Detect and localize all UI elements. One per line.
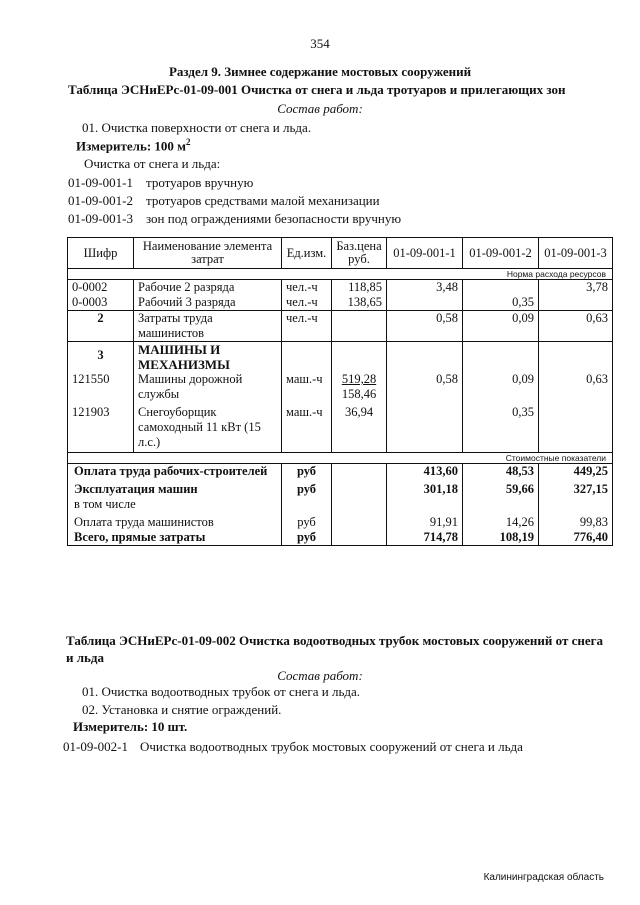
cost-unit	[282, 497, 332, 512]
cell-v2	[463, 342, 539, 373]
cell-unit: чел.-ч	[282, 295, 332, 311]
cell-v1	[387, 295, 463, 311]
cost-v1: 91,91	[387, 512, 463, 530]
cell-v3	[539, 342, 613, 373]
item-description: тротуаров средствами малой механизации	[146, 193, 380, 208]
cost-v2: 48,53	[463, 464, 539, 480]
cell-v1	[387, 342, 463, 373]
cell-code: 121903	[68, 402, 134, 453]
meter-label: Измеритель: 100 м	[76, 138, 187, 154]
item-description: тротуаров вручную	[146, 175, 254, 190]
cost-name: в том числе	[68, 497, 282, 512]
cell-v2: 0,35	[463, 295, 539, 311]
cell-v3	[539, 402, 613, 453]
cell-v2: 0,35	[463, 402, 539, 453]
cost-row	[68, 512, 613, 530]
cell-name: Затраты труда машинистов	[134, 311, 282, 342]
cell-v1: 3,48	[387, 280, 463, 296]
band-cost: Стоимостные показатели	[68, 453, 613, 464]
cost-v3	[539, 497, 613, 512]
cost-price	[332, 530, 387, 546]
item-description: Очистка водоотводных трубок мостовых сооружений от снега и льда	[140, 739, 523, 754]
table-row	[68, 372, 613, 402]
item-description: зон под ограждениями безопасности вручную	[146, 211, 402, 226]
cell-v3: 0,63	[539, 311, 613, 342]
header-code: Шифр	[68, 238, 134, 269]
cell-v2	[463, 280, 539, 296]
cell-price: 36,94	[332, 402, 387, 453]
cost-v1: 714,78	[387, 530, 463, 546]
cost-row	[68, 530, 613, 546]
table-row	[68, 311, 613, 342]
section-title: Раздел 9. Зимнее содержание мостовых сооружений	[168, 64, 472, 79]
cell-v3: 0,63	[539, 372, 613, 402]
cost-v1	[387, 497, 463, 512]
cost-v3: 776,40	[539, 530, 613, 546]
band-norm: Норма расхода ресурсов	[68, 269, 613, 280]
cell-v3: 3,78	[539, 280, 613, 296]
cell-unit: маш.-ч	[282, 372, 332, 402]
cell-v3	[539, 295, 613, 311]
item-code: 01-09-001-3	[68, 211, 133, 226]
item-code: 01-09-002-1	[63, 739, 128, 754]
table2-meter: Измеритель: 10 шт.	[73, 719, 188, 734]
cost-unit: руб	[282, 512, 332, 530]
table-row	[68, 342, 613, 373]
cost-unit: руб	[282, 530, 332, 546]
band-row	[68, 269, 613, 280]
cell-name: Рабочий 3 разряда	[134, 295, 282, 311]
cell-code: 2	[68, 311, 134, 342]
cell-name: Снегоуборщик самоходный 11 кВт (15 л.с.)	[134, 402, 282, 453]
cell-unit: чел.-ч	[282, 311, 332, 342]
cost-v3: 327,15	[539, 479, 613, 497]
price-second: 158,46	[341, 387, 377, 401]
table-row	[68, 402, 613, 453]
cost-v2: 14,26	[463, 512, 539, 530]
cell-price	[332, 311, 387, 342]
cell-v1: 0,58	[387, 311, 463, 342]
cell-unit	[282, 342, 332, 373]
cost-name: Эксплуатация машин	[68, 479, 282, 497]
price-underlined: 519,28	[341, 372, 377, 386]
header-col3: 01-09-001-3	[539, 238, 613, 269]
cost-v2: 108,19	[463, 530, 539, 546]
resource-table	[67, 237, 613, 546]
cost-v3: 99,83	[539, 512, 613, 530]
cost-name: Оплата труда машинистов	[68, 512, 282, 530]
cell-name: Рабочие 2 разряда	[134, 280, 282, 296]
footer-region: Калининградская область	[483, 872, 604, 883]
meter-superscript: 2	[186, 137, 191, 147]
header-unit: Ед.изм.	[282, 238, 332, 269]
item-code: 01-09-001-2	[68, 193, 133, 208]
cell-v1	[387, 402, 463, 453]
cost-v3: 449,25	[539, 464, 613, 480]
table1-meter	[76, 137, 191, 154]
cost-price	[332, 497, 387, 512]
cell-code: 3	[68, 342, 134, 373]
table1-title: Таблица ЭСНиЕРс-01-09-001 Очистка от снега и льда тротуаров и прилегающих зон	[68, 82, 566, 97]
cell-price	[332, 372, 387, 402]
cell-code: 121550	[68, 372, 134, 402]
table1-work-heading: Состав работ:	[277, 101, 363, 116]
cell-v1: 0,58	[387, 372, 463, 402]
cost-name: Всего, прямые затраты	[68, 530, 282, 546]
cost-price	[332, 464, 387, 480]
band-row	[68, 453, 613, 464]
cost-v1: 301,18	[387, 479, 463, 497]
cell-unit: чел.-ч	[282, 280, 332, 296]
cost-price	[332, 512, 387, 530]
table2-title: Таблица ЭСНиЕРс-01-09-002 Очистка водоотводных трубок мостовых сооружений от снега и льда	[66, 633, 604, 665]
cell-price: 118,85	[332, 280, 387, 296]
table2-work-item: 02. Установка и снятие ограждений.	[82, 702, 282, 717]
cost-unit: руб	[282, 479, 332, 497]
cost-v2: 59,66	[463, 479, 539, 497]
cost-v1: 413,60	[387, 464, 463, 480]
cell-v2: 0,09	[463, 311, 539, 342]
cell-code: 0-0003	[68, 295, 134, 311]
header-price: Баз.цена руб.	[332, 238, 387, 269]
table1-subtitle: Очистка от снега и льда:	[84, 156, 221, 171]
item-code: 01-09-001-1	[68, 175, 133, 190]
cell-v2: 0,09	[463, 372, 539, 402]
table-row	[68, 280, 613, 296]
table-header-row	[68, 238, 613, 269]
cost-row	[68, 479, 613, 497]
cell-name: Машины дорожной службы	[134, 372, 282, 402]
cost-name: Оплата труда рабочих-строителей	[68, 464, 282, 480]
table2-work-heading: Состав работ:	[277, 668, 363, 683]
cost-unit: руб	[282, 464, 332, 480]
resource-table-wrapper	[67, 237, 612, 546]
table2-work-item: 01. Очистка водоотводных трубок от снега и льда.	[82, 684, 361, 699]
cost-row	[68, 497, 613, 512]
cost-v2	[463, 497, 539, 512]
page-number: 354	[310, 36, 330, 51]
cost-price	[332, 479, 387, 497]
header-name: Наименование элемента затрат	[134, 238, 282, 269]
cell-name: МАШИНЫ И МЕХАНИЗМЫ	[134, 342, 282, 373]
table1-work-item: 01. Очистка поверхности от снега и льда.	[82, 120, 312, 135]
header-col2: 01-09-001-2	[463, 238, 539, 269]
cell-unit: маш.-ч	[282, 402, 332, 453]
table-row	[68, 295, 613, 311]
header-col1: 01-09-001-1	[387, 238, 463, 269]
cell-price	[332, 342, 387, 373]
cell-code: 0-0002	[68, 280, 134, 296]
cost-row	[68, 464, 613, 480]
cell-price: 138,65	[332, 295, 387, 311]
